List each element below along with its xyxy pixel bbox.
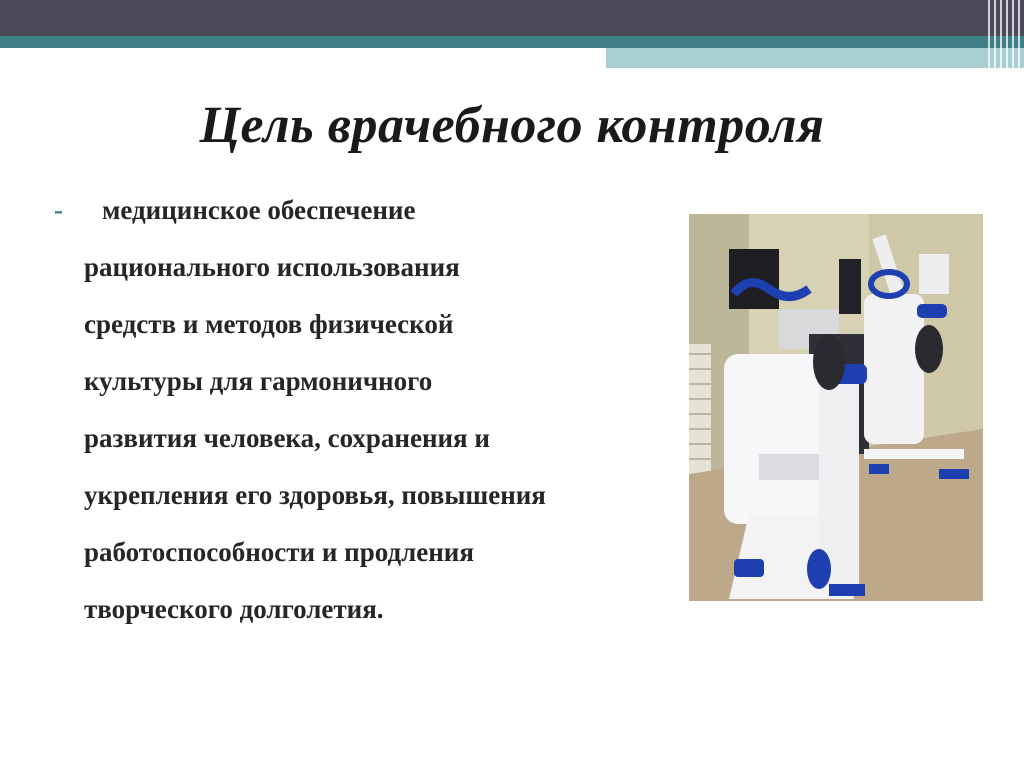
header-stripes [988, 0, 1024, 68]
slide-body [54, 182, 684, 638]
bullet-dash: - [54, 195, 63, 225]
body-line-8: творческого долголетия. [84, 594, 384, 624]
exercise-bikes-illustration [689, 214, 983, 601]
exercise-bikes-photo [689, 214, 983, 601]
body-line-3: средств и методов физической [84, 309, 454, 339]
body-line-6: укрепления его здоровья, повышения [84, 480, 546, 510]
slide-title: Цель врачебного контроля [199, 97, 825, 154]
body-line-1: медицинское обеспечение [102, 195, 416, 225]
header-bar-teal [0, 36, 1024, 48]
body-line-2: рационального использования [84, 252, 460, 282]
header-bar-dark [0, 0, 1024, 36]
body-line-5: развития человека, сохранения и [84, 423, 490, 453]
window-blinds [689, 344, 711, 474]
body-line-4: культуры для гармоничного [84, 366, 433, 396]
header-bar-light [606, 48, 1024, 68]
body-line-7: работоспособности и продления [84, 537, 474, 567]
